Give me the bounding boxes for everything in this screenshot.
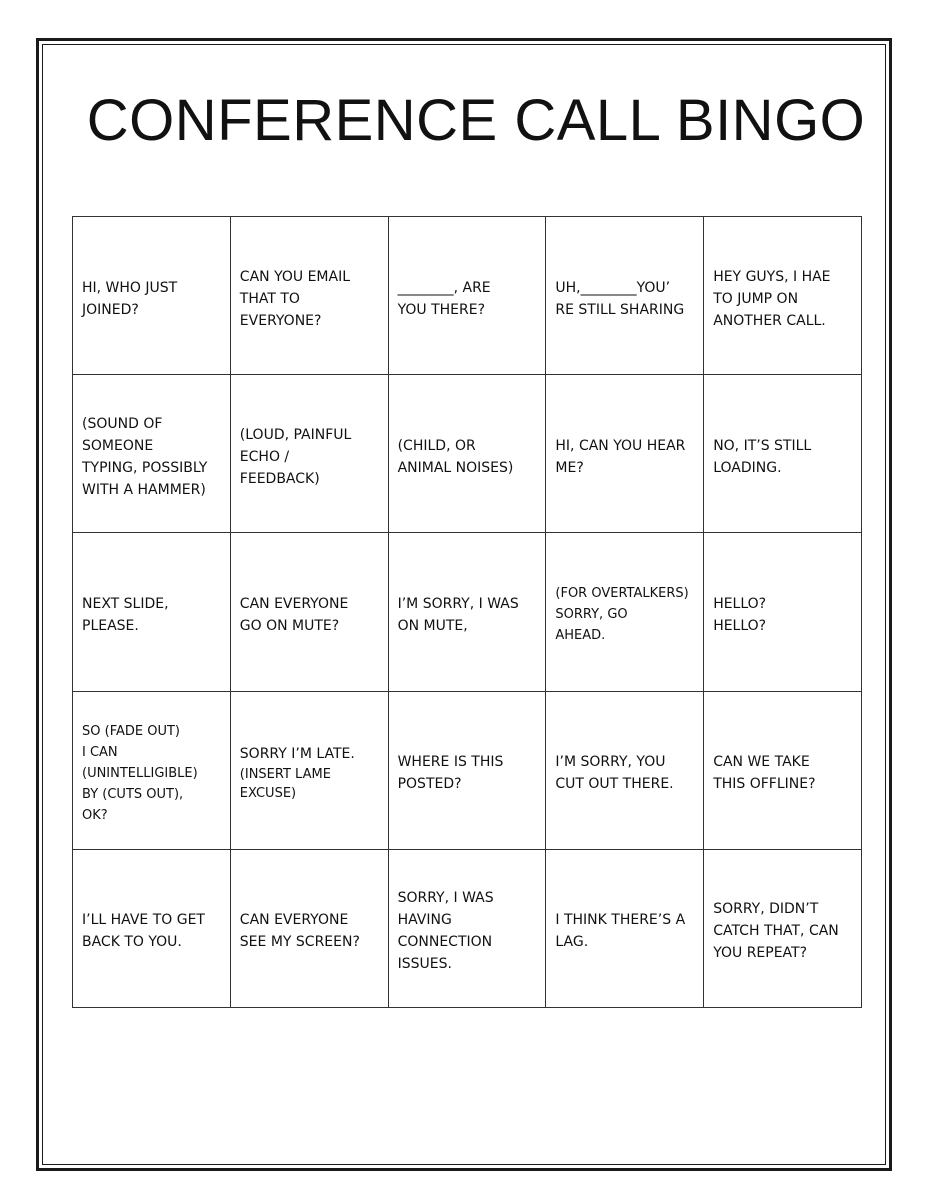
- cell-text: SORRY I’M LATE.: [239, 746, 355, 763]
- cell-text: WHERE IS THIS POSTED?: [397, 754, 504, 793]
- cell-text: HI, WHO JUST JOINED?: [82, 279, 178, 318]
- bingo-cell-r2c3: [389, 375, 547, 533]
- cell-text: (CHILD, OR ANIMAL NOISES): [397, 437, 514, 476]
- bingo-cell-r4c4: [546, 692, 704, 850]
- bingo-cell-r5c2: [231, 850, 389, 1008]
- bingo-cell-r1c3: [389, 217, 547, 375]
- cell-text: (FOR OVERTALKERS) SORRY, GO AHEAD.: [555, 586, 689, 644]
- cell-text: NO, IT’S STILL LOADING.: [713, 437, 812, 476]
- cell-text: SORRY, I WAS HAVING CONNECTION ISSUES.: [397, 890, 494, 973]
- bingo-cell-r4c2: [231, 692, 389, 850]
- cell-text: I THINK THERE’S A LAG.: [555, 912, 686, 951]
- bingo-cell-r2c4: [546, 375, 704, 533]
- bingo-grid: [72, 216, 862, 1008]
- cell-text: NEXT SLIDE, PLEASE.: [82, 595, 169, 634]
- bingo-cell-r1c1: [73, 217, 231, 375]
- cell-text: SORRY, DIDN’T CATCH THAT, CAN YOU REPEAT?: [713, 901, 839, 962]
- cell-text: SO (FADE OUT) I CAN (UNINTELLIGIBLE) BY (CUTS OUT), OK?: [82, 723, 198, 823]
- bingo-cell-r5c5: [704, 850, 862, 1008]
- cell-text: I’LL HAVE TO GET BACK TO YOU.: [82, 912, 205, 951]
- bingo-cell-r3c5: [704, 533, 862, 691]
- cell-text: HEY GUYS, I HAE TO JUMP ON ANOTHER CALL.: [713, 268, 831, 329]
- bingo-cell-r1c2: [231, 217, 389, 375]
- bingo-cell-r1c5: [704, 217, 862, 375]
- bingo-cell-r1c4: [546, 217, 704, 375]
- cell-text: CAN EVERYONE SEE MY SCREEN?: [239, 912, 360, 951]
- cell-text: CAN EVERYONE GO ON MUTE?: [239, 595, 349, 634]
- cell-text: UH,________YOU’ RE STILL SHARING: [555, 279, 685, 318]
- bingo-cell-r3c1: [73, 533, 231, 691]
- cell-text: HI, CAN YOU HEAR ME?: [555, 437, 686, 476]
- bingo-cell-r5c4: [546, 850, 704, 1008]
- cell-text: I’M SORRY, YOU CUT OUT THERE.: [555, 754, 674, 793]
- cell-text: CAN WE TAKE THIS OFFLINE?: [713, 754, 816, 793]
- cell-text: (LOUD, PAINFUL ECHO / FEEDBACK): [239, 426, 352, 487]
- bingo-cell-r4c5: [704, 692, 862, 850]
- cell-text-group: [240, 721, 355, 825]
- cell-text: ________, ARE YOU THERE?: [397, 279, 491, 318]
- cell-text: CAN YOU EMAIL THAT TO EVERYONE?: [239, 268, 351, 329]
- page-title: CONFERENCE CALL BINGO: [86, 88, 866, 153]
- cell-text: HELLO? HELLO?: [713, 595, 767, 634]
- bingo-cell-r4c3: [389, 692, 547, 850]
- bingo-cell-r5c3: [389, 850, 547, 1008]
- cell-text: (SOUND OF SOMEONE TYPING, POSSIBLY WITH A HAMMER): [82, 415, 208, 498]
- bingo-cell-r4c1: [73, 692, 231, 850]
- bingo-cell-r2c1: [73, 375, 231, 533]
- bingo-cell-r3c2: [231, 533, 389, 691]
- bingo-cell-r3c3: [389, 533, 547, 691]
- bingo-cell-r3c4: [546, 533, 704, 691]
- bingo-cell-r5c1: [73, 850, 231, 1008]
- cell-subtext: (INSERT LAME EXCUSE): [239, 767, 331, 802]
- bingo-cell-r2c2: [231, 375, 389, 533]
- cell-text: I’M SORRY, I WAS ON MUTE,: [397, 595, 519, 634]
- bingo-cell-r2c5: [704, 375, 862, 533]
